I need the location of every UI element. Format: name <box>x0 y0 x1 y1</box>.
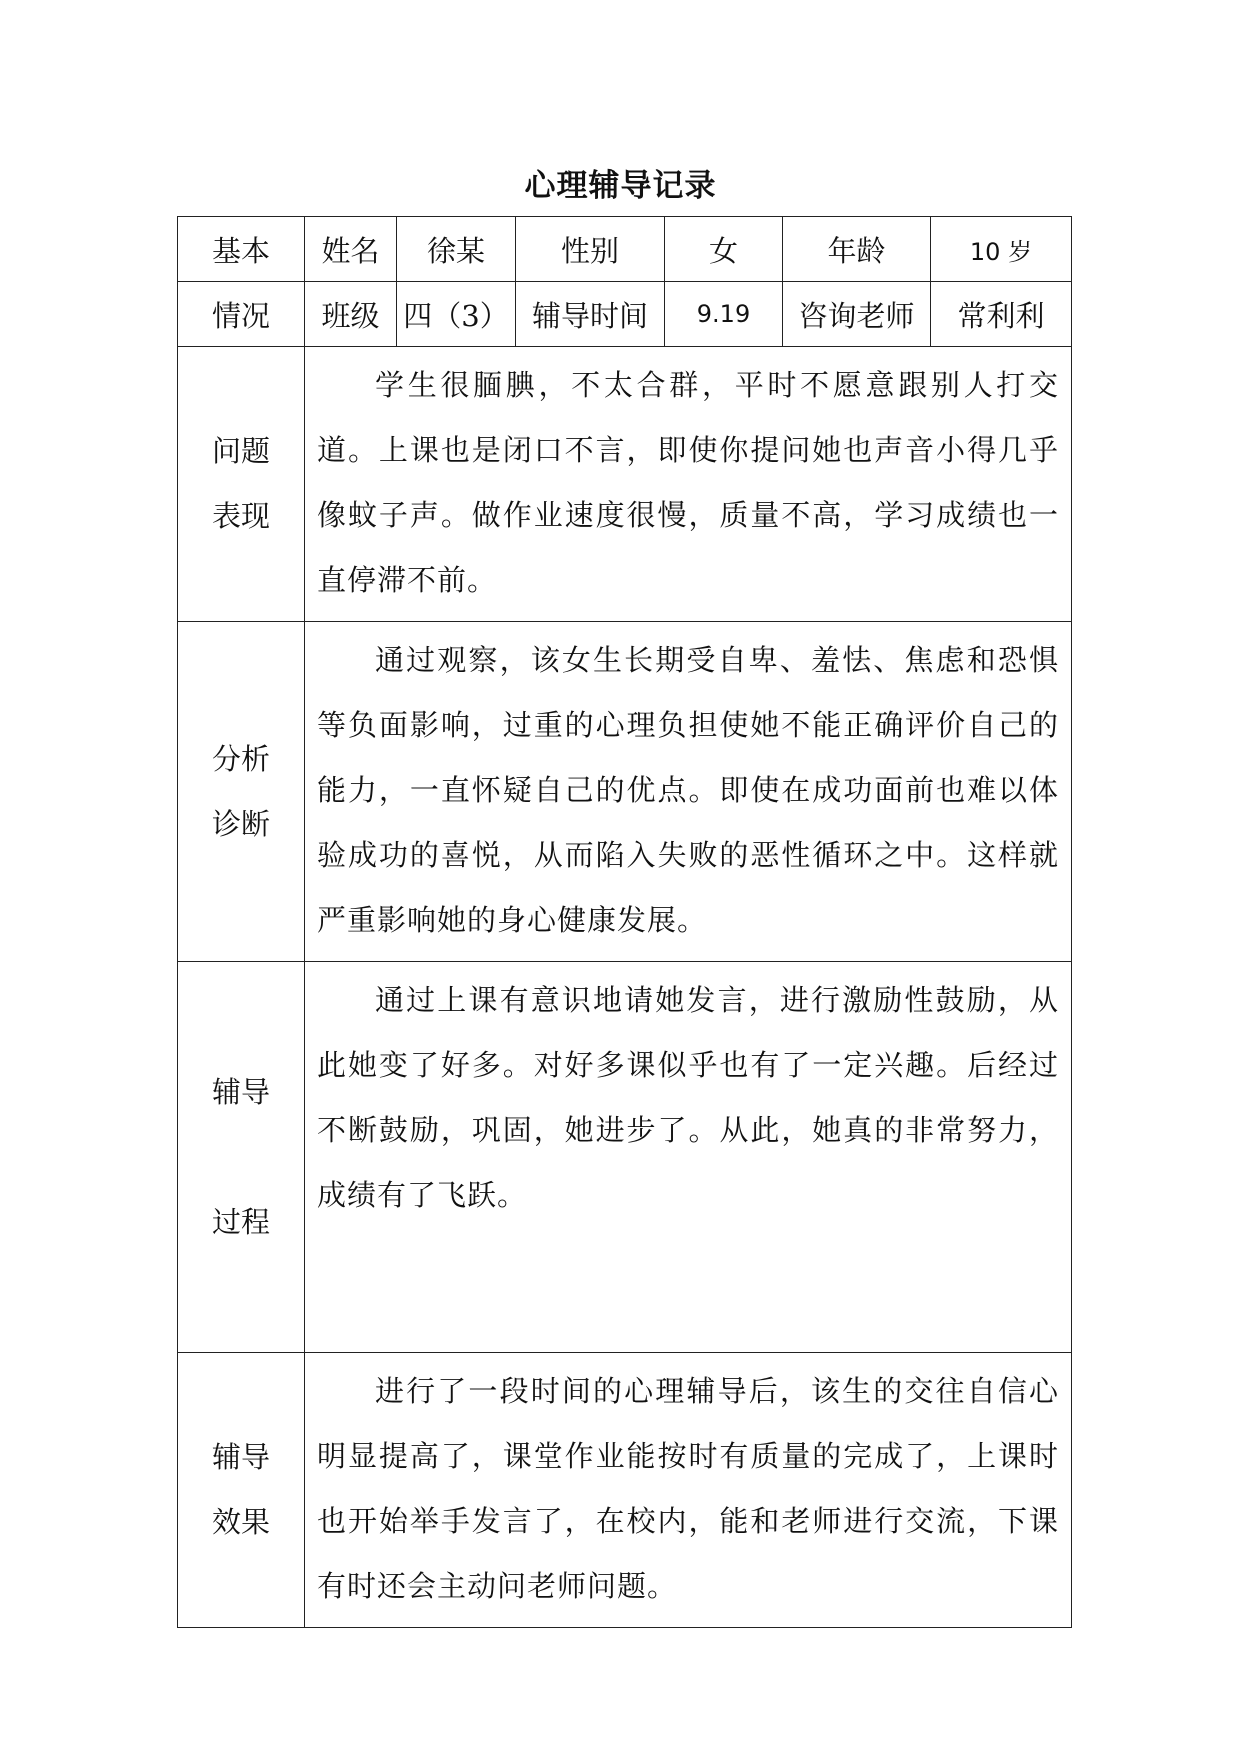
record-table <box>177 216 1072 1628</box>
problem-label-line2: 表现 <box>211 499 270 533</box>
process-row <box>178 962 1072 1353</box>
process-text: 通过上课有意识地请她发言，进行激励性鼓励，从此她变了好多。对好多课似乎也有了一定兴趣。后经过不断鼓励，巩固，她进步了。从此，她真的非常努力，成绩有了飞跃。 <box>305 962 1072 1353</box>
basic-info-label-top: 基本 <box>178 217 305 282</box>
diagnosis-label-line2: 诊断 <box>211 806 270 841</box>
process-label-line2: 过程 <box>211 1205 270 1239</box>
gender-value: 女 <box>665 217 783 282</box>
problem-text: 学生很腼腆，不太合群，平时不愿意跟别人打交道。上课也是闭口不言，即使你提问她也声音小得几乎像蚊子声。做作业速度很慢，质量不高，学习成绩也一直停滞不前。 <box>305 347 1072 622</box>
info-row-1 <box>178 217 1072 282</box>
diagnosis-text: 通过观察，该女生长期受自卑、羞怯、焦虑和恐惧等负面影响，过重的心理负担使她不能正确评价自己的能力，一直怀疑自己的优点。即使在成功面前也难以体验成功的喜悦，从而陷入失败的恶性循环之中。这样就严重影响她的身心健康发展。 <box>305 622 1072 962</box>
name-label: 姓名 <box>305 217 397 282</box>
time-label: 辅导时间 <box>516 282 665 347</box>
page-title: 心理辅导记录 <box>524 168 717 204</box>
gender-label: 性别 <box>516 217 665 282</box>
problem-label <box>178 347 305 622</box>
diagnosis-label-line1: 分析 <box>211 741 270 776</box>
name-value: 徐某 <box>397 217 516 282</box>
effect-row <box>178 1353 1072 1628</box>
age-label: 年龄 <box>783 217 931 282</box>
process-label-line1: 辅导 <box>211 1075 270 1109</box>
effect-text: 进行了一段时间的心理辅导后，该生的交往自信心明显提高了，课堂作业能按时有质量的完成了，上课时也开始举手发言了，在校内，能和老师进行交流，下课有时还会主动问老师问题。 <box>305 1353 1072 1628</box>
diagnosis-row <box>178 622 1072 962</box>
teacher-value: 常利利 <box>931 282 1072 347</box>
class-value: 四（3） <box>397 282 516 347</box>
effect-label-line2: 效果 <box>211 1505 270 1539</box>
effect-label <box>178 1353 305 1628</box>
info-row-2 <box>178 282 1072 347</box>
time-value: 9.19 <box>665 282 783 347</box>
problem-label-line1: 问题 <box>211 434 270 468</box>
basic-info-label-bottom: 情况 <box>178 282 305 347</box>
diagnosis-label <box>178 622 305 962</box>
problem-row <box>178 347 1072 622</box>
teacher-label: 咨询老师 <box>783 282 931 347</box>
age-value: 10 岁 <box>931 217 1072 282</box>
effect-label-line1: 辅导 <box>211 1440 270 1474</box>
class-label: 班级 <box>305 282 397 347</box>
process-label <box>178 962 305 1353</box>
